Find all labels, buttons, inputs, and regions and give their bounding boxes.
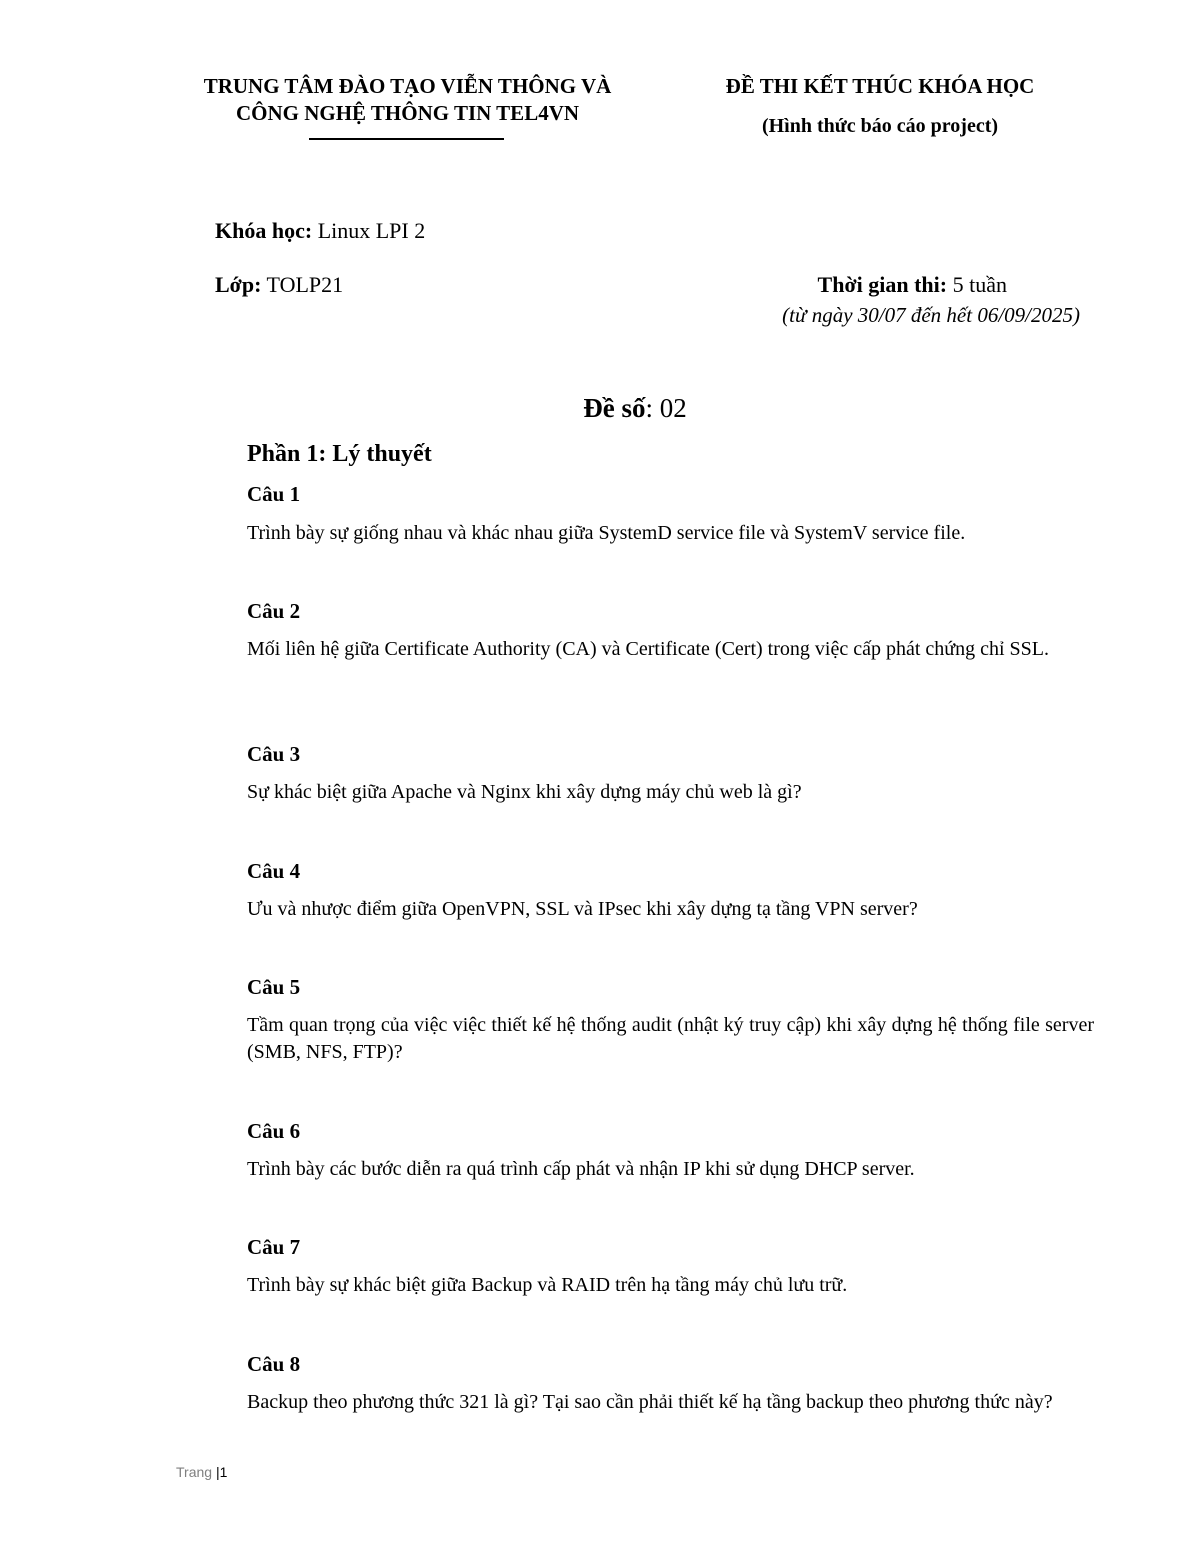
question-7-text: Trình bày sự khác biệt giữa Backup và RAID trên hạ tầng máy chủ lưu trữ. — [247, 1274, 848, 1296]
question-3-heading: Câu 3 — [247, 742, 301, 766]
part-1-title: Phần 1: Lý thuyết — [247, 441, 432, 467]
class-info — [215, 271, 343, 299]
question-3-text: Sự khác biệt giữa Apache và Nginx khi xây dựng máy chủ web là gì? — [247, 781, 802, 803]
question-2-heading: Câu 2 — [247, 599, 301, 623]
exam-number-label: Đề số — [583, 393, 646, 423]
question-6-text: Trình bày các bước diễn ra quá trình cấp phát và nhận IP khi sử dụng DHCP server. — [247, 1158, 915, 1180]
exam-number-value: : 02 — [645, 393, 687, 423]
question-7-heading: Câu 7 — [247, 1235, 301, 1259]
question-1-text: Trình bày sự giống nhau và khác nhau giữa SystemD service file và SystemV service file. — [247, 522, 966, 544]
exam-title: ĐỀ THI KẾT THÚC KHÓA HỌC — [725, 74, 1035, 98]
duration-value: 5 tuần — [947, 272, 1007, 297]
question-8-heading: Câu 8 — [247, 1352, 301, 1376]
class-label: Lớp: — [215, 272, 262, 297]
class-value: TOLP21 — [261, 272, 344, 297]
question-1-heading: Câu 1 — [247, 482, 301, 506]
question-6-heading: Câu 6 — [247, 1119, 301, 1143]
date-range: (từ ngày 30/07 đến hết 06/09/2025) — [782, 303, 1080, 327]
page-separator: | — [215, 1464, 220, 1480]
page-footer — [176, 1463, 227, 1481]
question-4-heading: Câu 4 — [247, 859, 301, 883]
course-info — [215, 217, 425, 245]
duration-info — [818, 271, 1007, 299]
organization-underline — [309, 138, 504, 140]
page-number: 1 — [219, 1464, 228, 1480]
exam-number — [0, 391, 1200, 425]
question-2-text: Mối liên hệ giữa Certificate Authority (CA) và Certificate (Cert) trong việc cấp phát chứng chỉ SSL. — [247, 638, 1050, 660]
question-4-text: Ưu và nhược điểm giữa OpenVPN, SSL và IPsec khi xây dựng tạ tầng VPN server? — [247, 898, 918, 920]
question-5-text: Tầm quan trọng của việc việc thiết kế hệ thống audit (nhật ký truy cập) khi xây dựng hệ thống file server (SMB, NFS, FTP)? — [247, 1014, 1094, 1063]
organization-name-line1: TRUNG TÂM ĐÀO TẠO VIỄN THÔNG VÀ — [203, 74, 612, 98]
question-8-text: Backup theo phương thức 321 là gì? Tại sao cần phải thiết kế hạ tầng backup theo phương thức này? — [247, 1391, 1053, 1413]
duration-label: Thời gian thi: — [817, 272, 948, 297]
page-label: Trang — [176, 1464, 213, 1480]
organization-name-line2: CÔNG NGHỆ THÔNG TIN TEL4VN — [235, 101, 580, 125]
course-value: Linux LPI 2 — [312, 218, 426, 243]
question-5-heading: Câu 5 — [247, 975, 301, 999]
exam-format: (Hình thức báo cáo project) — [761, 115, 999, 137]
course-label: Khóa học: — [215, 218, 313, 243]
